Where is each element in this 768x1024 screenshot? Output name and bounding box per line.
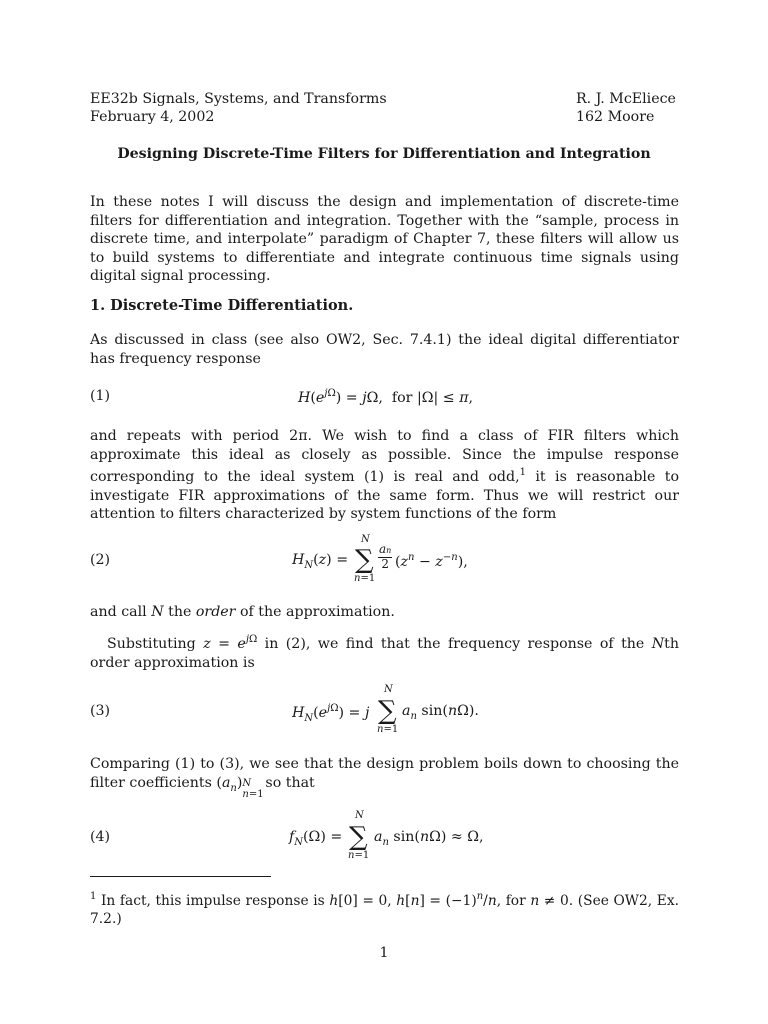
equation-number-3: (3) [90,703,111,719]
paragraph-fir-part-b: it is reasonable to investigate FIR approximations of the same form. Thus we will restrict our attention to filters characterized by system functions of the form [90,469,679,523]
equation-number-4: (4) [90,829,111,845]
order-text-mid: the [163,604,196,620]
order-text-pre: and call [90,604,152,620]
paragraph-design-problem: Comparing (1) to (3), we see that the design problem boils down to choosing the filter coefficients $(a_n)$ N n=1 so that [90,756,679,800]
paragraph-fir-approximation [90,427,679,524]
equation-1: $H(e^{j\Omega}) = j\Omega$, for |Ω| ≤ π, [298,388,474,406]
equation-number-1: (1) [90,388,111,404]
order-symbol-N: N [151,604,164,620]
author-office: 162 Moore [576,109,655,125]
footnote-marker: 1 [519,467,526,479]
order-emphasis: order [195,604,236,620]
paragraph-ideal-differentiator: As discussed in class (see also OW2, Sec. 7.4.1) the ideal digital differentiator has frequency response [90,332,679,367]
author-name: R. J. McEliece [576,91,676,107]
section-heading: 1. Discrete-Time Differentiation. [90,297,354,314]
course-title: EE32b Signals, Systems, and Transforms [90,91,387,107]
footnote-number: 1 [90,891,97,902]
paragraph-substitution: Substituting $z = e^{j\Omega}$ in (2), we find that the frequency response of the Nth order approximation is [90,634,679,671]
footnote: $^1$ In fact, this impulse response is h[0] = 0, $h[n] = (-1)^n/n$, for n ≠ 0. (See OW2, Ex. 7.2.) [90,891,679,927]
paragraph-fir-part-a: and repeats with period 2π. We wish to find a class of FIR filters which approximate this ideal as closely as possible. Since the impulse response corresponding to the ideal system (1) is real and odd, [90,428,679,486]
page-number: 1 [379,945,389,961]
intro-paragraph: In these notes I will discuss the design and implementation of discrete-time filters for differentiation and integration. Together with the “sample, process in discrete time, and interpolate” paradigm of Chapter 7, these filters will allow us to build systems to differentiate and integrate continuous time signals using digital signal processing. [90,194,679,285]
equation-number-2: (2) [90,552,111,568]
footnote-rule [90,876,271,877]
order-text-post: of the approximation. [235,604,395,620]
document-title: Designing Discrete-Time Filters for Differentiation and Integration [117,146,651,162]
paragraph-order-definition [90,603,679,622]
document-date: February 4, 2002 [90,109,215,125]
